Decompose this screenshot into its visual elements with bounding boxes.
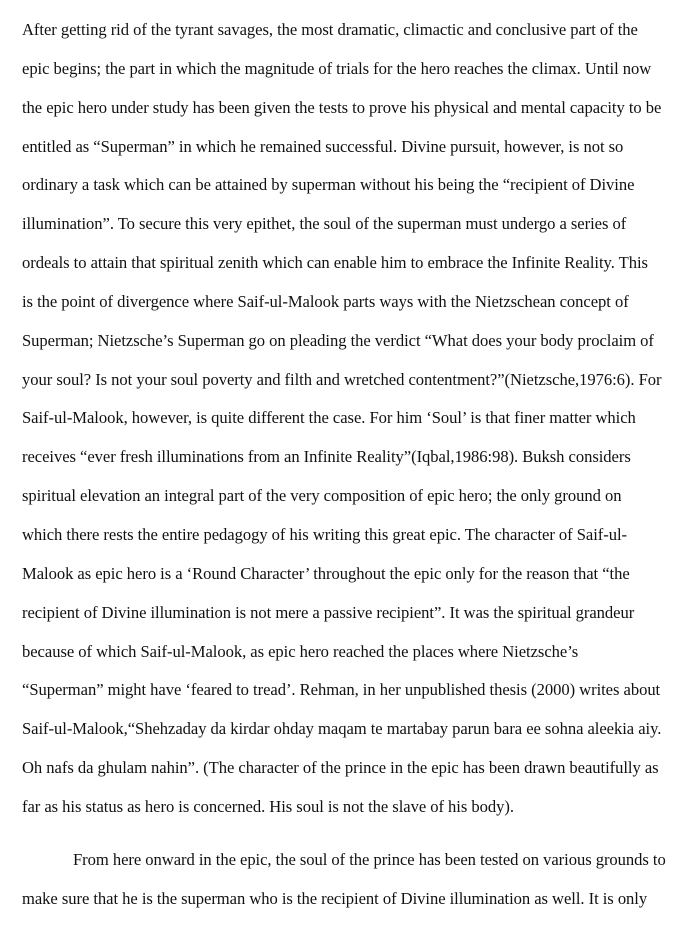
text-line: entitled as “Superman” in which he remained successful. Divine pursuit, however, is not so (22, 136, 624, 156)
text-line: spiritual elevation an integral part of the very composition of epic hero; the only ground on (22, 486, 622, 506)
text-line: ordinary a task which can be attained by superman without his being the “recipient of Divine (22, 175, 635, 195)
text-line: the epic hero under study has been given the tests to prove his physical and mental capacity to be (22, 97, 662, 117)
text-line: Saif-ul-Malook,“Shehzaday da kirdar ohday maqam te martabay parun bara ee sohna aleekia aiy. (22, 719, 662, 739)
text-line: “Superman” might have ‘feared to tread’. Rehman, in her unpublished thesis (2000) writes about (22, 680, 661, 700)
text-line: is the point of divergence where Saif-ul-Malook parts ways with the Nietzschean concept of (22, 291, 629, 311)
text-line: Superman; Nietzsche’s Superman go on pleading the verdict “What does your body proclaim of (22, 330, 654, 350)
text-line: receives “ever fresh illuminations from an Infinite Reality”(Iqbal,1986:98). Buksh considers (22, 447, 631, 467)
text-line: recipient of Divine illumination is not mere a passive recipient”. It was the spiritual grandeur (22, 602, 635, 622)
text-line: ordeals to attain that spiritual zenith which can enable him to embrace the Infinite Reality. This (22, 253, 648, 273)
text-line: Malook as epic hero is a ‘Round Character’ throughout the epic only for the reason that “the (22, 563, 630, 583)
text-line: your soul? Is not your soul poverty and filth and wretched contentment?”(Nietzsche,1976:6). For (22, 369, 662, 389)
text-line: epic begins; the part in which the magnitude of trials for the hero reaches the climax. Until now (22, 58, 652, 78)
paragraph-1 (22, 11, 692, 827)
text-line-indented: From here onward in the epic, the soul of the prince has been tested on various grounds to (73, 850, 666, 869)
text-line: make sure that he is the superman who is the recipient of Divine illumination as well. It is only (22, 888, 648, 908)
text-line: After getting rid of the tyrant savages, the most dramatic, climactic and conclusive part of the (22, 20, 638, 39)
text-line: Saif-ul-Malook, however, is quite different the case. For him ‘Soul’ is that finer matter which (22, 408, 636, 428)
text-line: which there rests the entire pedagogy of his writing this great epic. The character of Saif-ul- (22, 524, 628, 544)
paragraph-2 (22, 841, 692, 919)
text-line: far as his status as hero is concerned. His soul is not the slave of his body). (22, 796, 514, 816)
text-line: Oh nafs da ghulam nahin”. (The character of the prince in the epic has been drawn beautifully as (22, 758, 659, 778)
text-line: because of which Saif-ul-Malook, as epic hero reached the places where Nietzsche’s (22, 641, 579, 661)
text-line: illumination”. To secure this very epithet, the soul of the superman must undergo a series of (22, 214, 627, 234)
